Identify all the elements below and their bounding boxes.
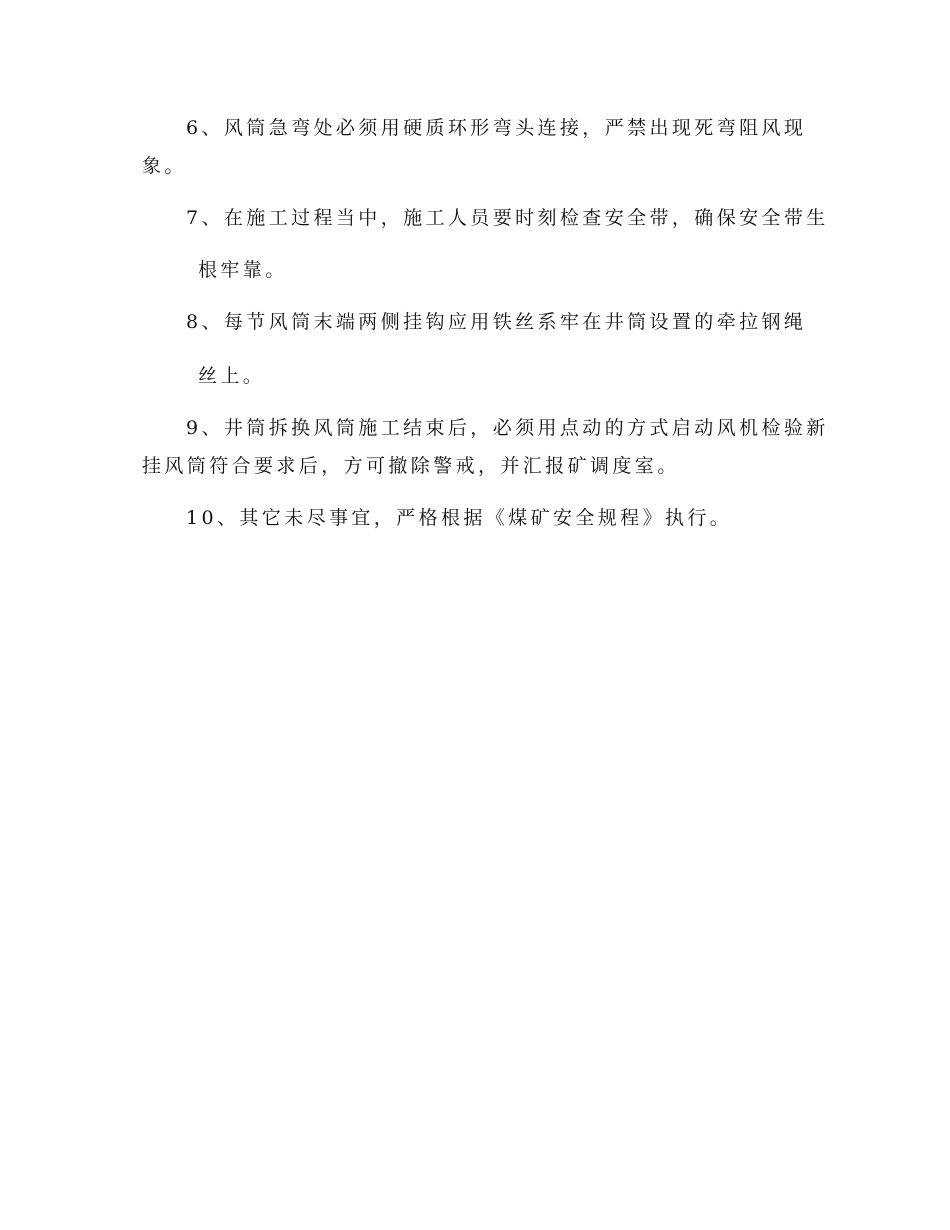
item-10-line-1: 10、其它未尽事宜，严格根据《煤矿安全规程》执行。 <box>186 507 733 529</box>
item-6-line-1: 6、风筒急弯处必须用硬质环形弯头连接，严禁出现死弯阻风现 <box>186 117 807 139</box>
item-9-line-2: 挂风筒符合要求后，方可撤除警戒，并汇报矿调度室。 <box>142 455 680 477</box>
item-7-line-2: 根牢靠。 <box>198 259 288 281</box>
item-6-line-2: 象。 <box>142 155 187 177</box>
item-8-line-1: 8、每节风筒末端两侧挂钩应用铁丝系牢在井筒设置的牵拉钢绳 <box>186 311 807 333</box>
item-9-line-1: 9、井筒拆换风筒施工结束后，必须用点动的方式启动风机检验新 <box>186 417 829 439</box>
item-7-line-1: 7、在施工过程当中，施工人员要时刻检查安全带，确保安全带生 <box>186 207 829 229</box>
item-8-line-2: 丝上。 <box>198 365 266 387</box>
